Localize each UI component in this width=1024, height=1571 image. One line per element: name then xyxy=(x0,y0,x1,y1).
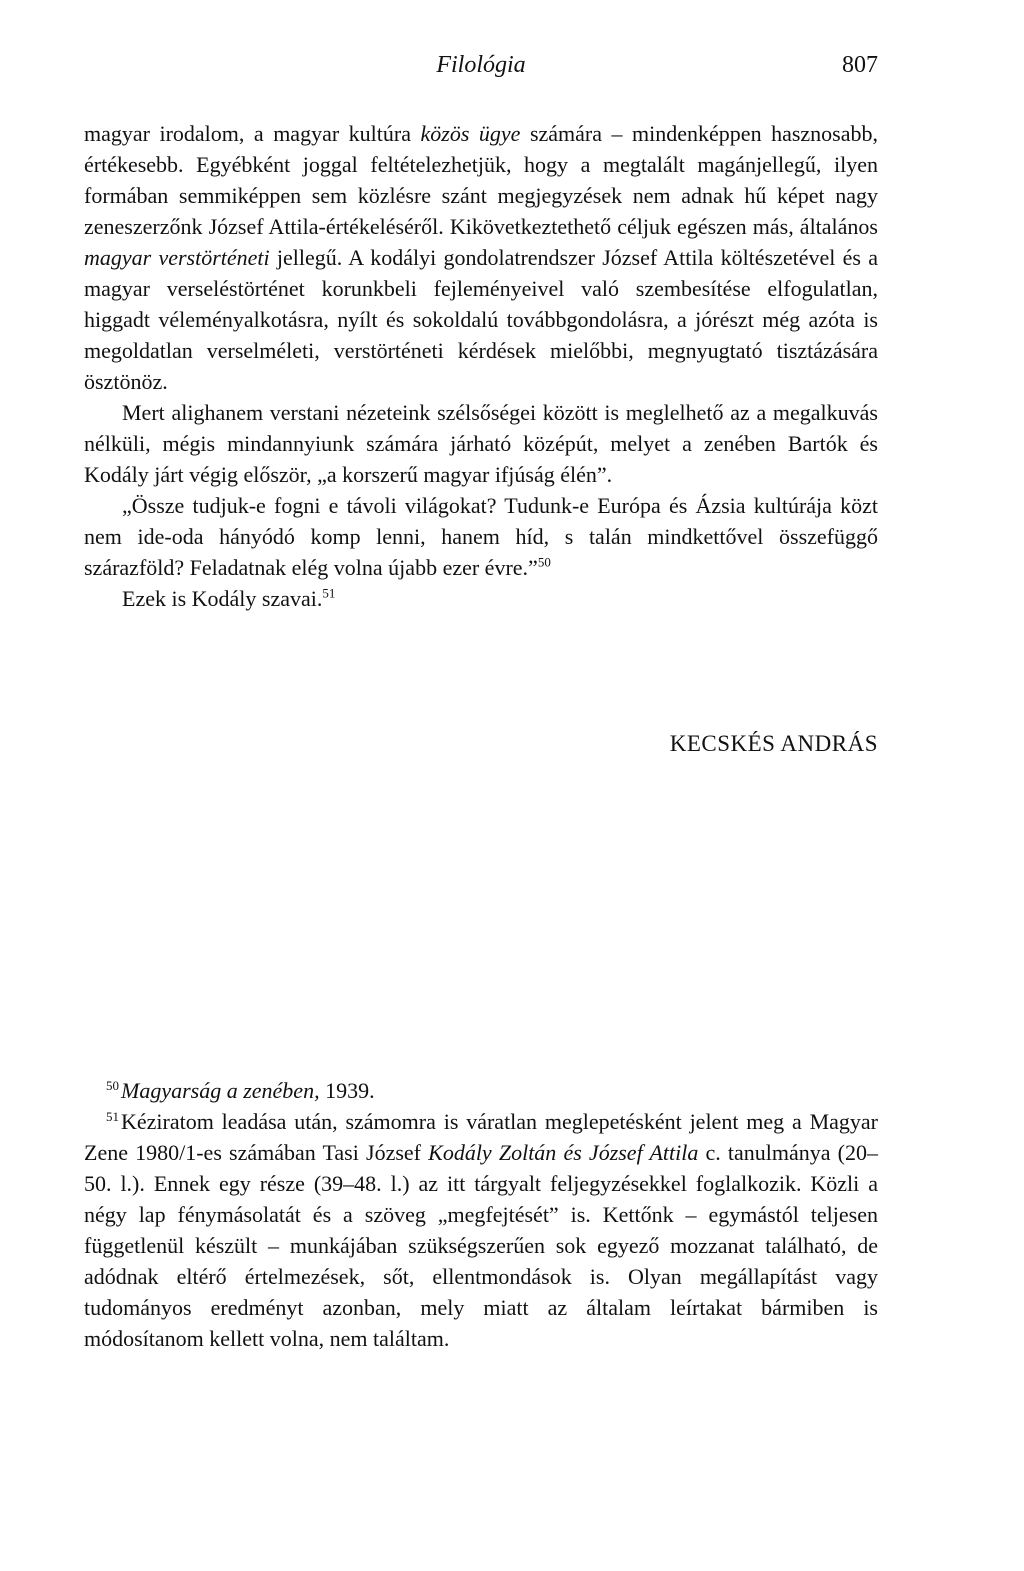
paragraph-1-text-c: jellegű. A kodályi gondolatrendszer József Attila költészetével és a magyar verseléstörténet korunkbeli fejleményeivel való szembesítése elfogulatlan, higgadt véleményalkotásra, nyílt és sokoldalú továbbgondolásra, a jórészt még azóta is megoldatlan verselméleti, verstörténeti kérdések mielőbbi, megnyugtató tisztázására ösztönöz. xyxy=(84,245,878,394)
footnote-51-text-a: Kéziratom leadása után, számomra is váratlan meglepetésként jelent meg a Magyar Zene 1980/1-es számában Tasi József xyxy=(84,1109,878,1165)
footnote-50 xyxy=(84,1075,878,1106)
footnote-51-italic: Kodály Zoltán és József Attila xyxy=(428,1140,699,1165)
footnote-ref-51: 51 xyxy=(322,585,336,601)
author-signature: KECSKÉS ANDRÁS xyxy=(669,731,878,756)
footnote-51-text-b: c. tanulmánya (20–50. l.). Ennek egy része (39–48. l.) az itt tárgyalt feljegyzésekkel foglalkozik. Közli a négy lap fénymásolatát és a szöveg „megfejtését” is. Kettőnk – egymástól teljesen függetlenül készült – munkájában szükségszerűen sok egyező mozzanat található, de adódnak eltérő értelmezések, sőt, ellentmondások is. Olyan megállapítást vagy tudományos eredményt azonban, mely miatt az általam leírtakat bármiben is módosítanom kellett volna, nem találtam. xyxy=(84,1140,878,1351)
paragraph-3-text: „Össze tudjuk-e fogni e távoli világokat? Tudunk-e Európa és Ázsia kultúrája közt nem ide-oda hányódó komp lenni, hanem híd, s talán mindkettővel összefüggő szárazföld? Feladatnak elég volna újabb ezer évre.” xyxy=(84,493,878,580)
footnotes xyxy=(84,1075,878,1354)
paragraph-1 xyxy=(84,118,878,397)
page-number: 807 xyxy=(842,52,878,78)
footnote-50-title: Magyarság a zenében, xyxy=(121,1078,320,1103)
footnote-50-text: 1939. xyxy=(319,1078,375,1103)
paragraph-2: Mert alighanem verstani nézeteink szélsőségei között is meglelhető az a megalkuvás nélküli, mégis mindannyiunk számára járható középút, melyet a zenében Bartók és Kodály járt végig először, „a korszerű magyar ifjúság élén”. xyxy=(84,400,878,487)
paragraph-4-text: Ezek is Kodály szavai. xyxy=(122,586,323,611)
footnote-51 xyxy=(84,1106,878,1354)
footnote-51-number: 51 xyxy=(106,1108,119,1124)
paragraph-1-text-a: magyar irodalom, a magyar kultúra xyxy=(84,121,421,146)
paragraph-1-italic-a: közös ügye xyxy=(420,121,521,146)
footnote-ref-50: 50 xyxy=(537,554,551,570)
running-head xyxy=(84,48,878,82)
body-text xyxy=(84,118,878,614)
running-title: Filológia xyxy=(436,52,526,78)
footnote-50-number: 50 xyxy=(106,1077,119,1093)
paragraph-3 xyxy=(84,490,878,583)
paragraph-1-text-b: számára – mindenképpen hasznosabb, értékesebb. Egyébként joggal feltételezhetjük, hogy a megtalált magánjellegű, ilyen formában semmiképpen sem közlésre szánt megjegyzések nem adnak hű képet nagy zeneszerzőnk József Attila-értékeléséről. Kikövetkeztethető céljuk egészen más, általános xyxy=(84,121,878,239)
paragraph-4 xyxy=(84,583,878,614)
paragraph-1-italic-b: magyar verstörténeti xyxy=(84,245,270,270)
